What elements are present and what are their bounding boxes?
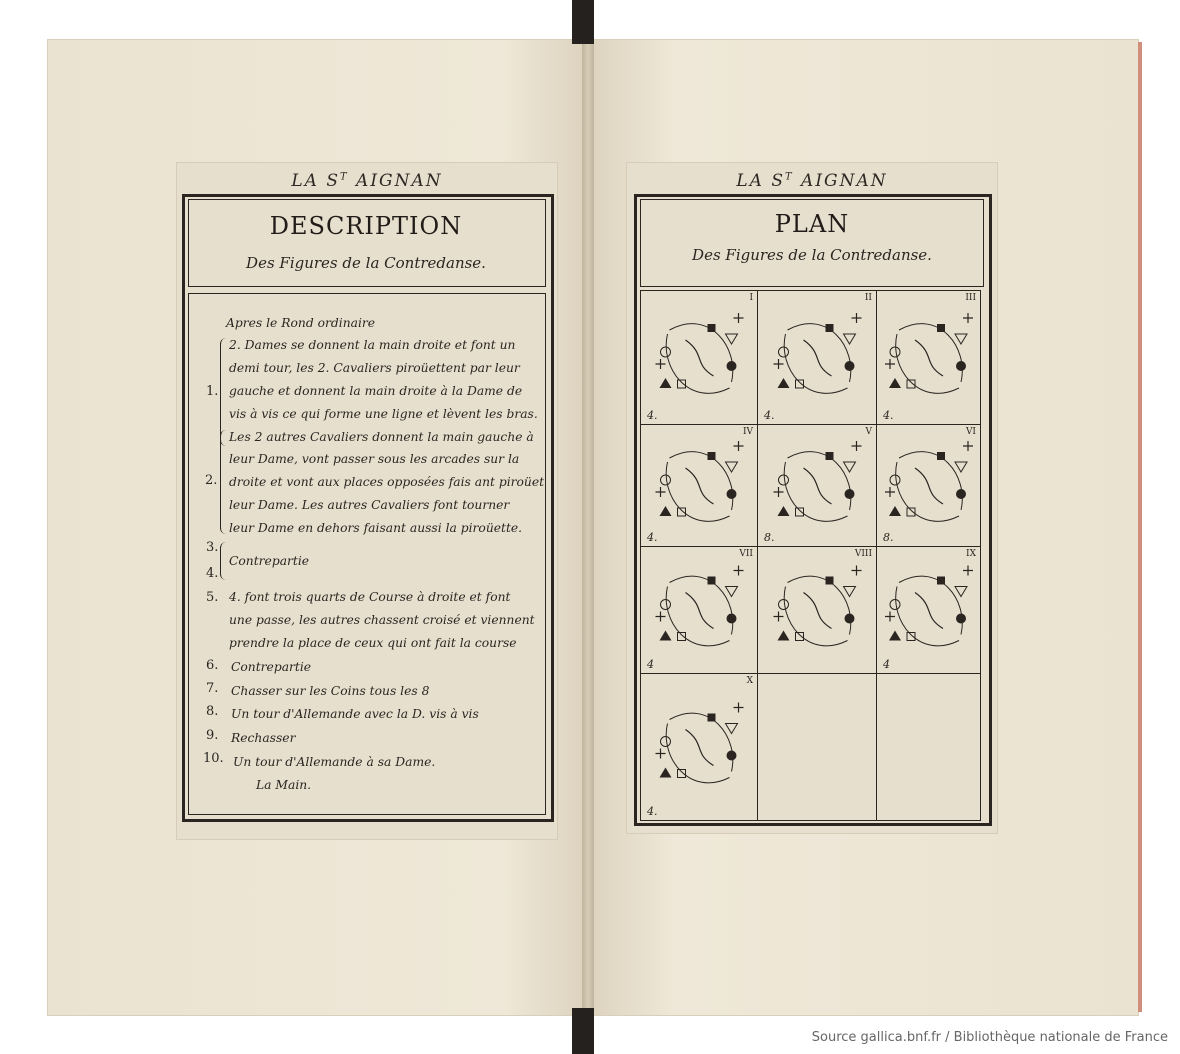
dance-path bbox=[670, 576, 733, 634]
dance-figure-diagram bbox=[877, 291, 981, 425]
figure-cell-ix bbox=[876, 546, 981, 674]
cavalier-symbol bbox=[907, 508, 915, 516]
dance-path bbox=[899, 324, 962, 382]
cavalier-symbol bbox=[826, 577, 834, 585]
figure-cell-iii bbox=[876, 290, 981, 425]
dame-symbol bbox=[890, 600, 900, 610]
cavalier-symbol bbox=[734, 441, 744, 451]
cavalier-symbol bbox=[656, 612, 666, 622]
dame-symbol bbox=[727, 361, 737, 371]
couples-count: 4. bbox=[647, 805, 658, 818]
dame-symbol bbox=[727, 614, 737, 624]
cavalier-symbol bbox=[796, 508, 804, 516]
step-number: 4. bbox=[206, 566, 219, 581]
description-line: 4. font trois quarts de Course à droite et font bbox=[229, 590, 511, 604]
running-title-text: LA S bbox=[291, 171, 340, 191]
description-line: Contrepartie bbox=[229, 554, 310, 568]
step-number: 2. bbox=[205, 473, 218, 488]
cavalier-symbol bbox=[656, 487, 666, 497]
plan-subheading: Des Figures de la Contredanse. bbox=[692, 246, 932, 264]
cavalier-symbol bbox=[937, 577, 945, 585]
description-subheading: Des Figures de la Contredanse. bbox=[246, 254, 486, 272]
section-brace bbox=[220, 542, 227, 580]
couples-count: 8. bbox=[883, 531, 894, 544]
plan-heading: PLAN bbox=[774, 210, 850, 238]
description-line: Les 2 autres Cavaliers donnent la main gauche à bbox=[229, 430, 534, 444]
dance-figure-diagram bbox=[758, 547, 877, 674]
dance-path bbox=[670, 713, 733, 771]
dame-symbol bbox=[661, 347, 671, 357]
dance-path bbox=[666, 724, 729, 783]
cavalier-symbol bbox=[774, 359, 784, 369]
dance-figure-diagram bbox=[641, 291, 758, 425]
cavalier-symbol bbox=[708, 324, 716, 332]
source-credit: Source gallica.bnf.fr / Bibliothèque nationale de France bbox=[811, 1030, 1168, 1045]
dame-symbol bbox=[727, 751, 737, 761]
dance-path bbox=[784, 462, 847, 521]
dance-path bbox=[899, 576, 962, 634]
dance-path bbox=[666, 462, 729, 521]
dame-symbol bbox=[726, 462, 738, 472]
description-heading: DESCRIPTION bbox=[269, 212, 463, 240]
description-line: droite et vont aux places opposées fais ant piroüet bbox=[229, 475, 545, 489]
dance-path bbox=[788, 452, 851, 510]
dance-path bbox=[804, 468, 832, 504]
dame-symbol bbox=[845, 489, 855, 499]
cavalier-symbol bbox=[937, 324, 945, 332]
figure-cell-ii bbox=[757, 290, 877, 425]
description-line: Rechasser bbox=[231, 731, 296, 745]
step-number: 1. bbox=[206, 384, 219, 399]
dance-path bbox=[686, 593, 714, 629]
cavalier-symbol bbox=[885, 487, 895, 497]
dance-path bbox=[686, 730, 714, 766]
dame-symbol bbox=[660, 378, 672, 388]
figure-number: VI bbox=[965, 427, 976, 437]
dame-symbol bbox=[779, 347, 789, 357]
dame-symbol bbox=[778, 506, 790, 516]
dance-path bbox=[666, 587, 729, 646]
description-line: leur Dame. Les autres Cavaliers font tourner bbox=[229, 498, 510, 512]
cavalier-symbol bbox=[678, 508, 686, 516]
running-title-sup: T bbox=[339, 171, 349, 183]
cavalier-symbol bbox=[885, 612, 895, 622]
dame-symbol bbox=[889, 378, 901, 388]
dame-symbol bbox=[956, 489, 966, 499]
cavalier-symbol bbox=[678, 770, 686, 778]
dance-path bbox=[896, 587, 959, 646]
step-number: 7. bbox=[206, 681, 219, 696]
cavalier-symbol bbox=[734, 703, 744, 713]
cavalier-symbol bbox=[907, 633, 915, 641]
description-line: 2. Dames se donnent la main droite et font un bbox=[229, 338, 516, 352]
dame-symbol bbox=[890, 347, 900, 357]
dance-path bbox=[784, 334, 847, 393]
dance-path bbox=[896, 462, 959, 521]
figure-cell-vii bbox=[640, 546, 758, 674]
cavalier-symbol bbox=[796, 380, 804, 388]
dance-figure-diagram bbox=[641, 425, 758, 547]
dame-symbol bbox=[845, 361, 855, 371]
figure-cell-iv bbox=[640, 424, 758, 547]
dance-path bbox=[666, 334, 729, 393]
description-line: prendre la place de ceux qui ont fait la course bbox=[229, 636, 517, 650]
figure-cell-x bbox=[640, 673, 758, 821]
description-line: Un tour d'Allemande à sa Dame. bbox=[233, 755, 436, 769]
description-line: demi tour, les 2. Cavaliers piroüettent par leur bbox=[229, 361, 520, 375]
dame-symbol bbox=[955, 587, 967, 597]
dame-symbol bbox=[889, 506, 901, 516]
dame-symbol bbox=[955, 334, 967, 344]
dame-symbol bbox=[660, 506, 672, 516]
description-line: leur Dame en dehors faisant aussi la piroüette. bbox=[229, 521, 523, 535]
couples-count: 4. bbox=[647, 409, 658, 422]
figure-cell-empty bbox=[757, 673, 877, 821]
cavalier-symbol bbox=[852, 441, 862, 451]
cavalier-symbol bbox=[885, 359, 895, 369]
figure-cell-i bbox=[640, 290, 758, 425]
dame-symbol bbox=[660, 768, 672, 778]
couples-count: 4. bbox=[764, 409, 775, 422]
dance-path bbox=[686, 340, 714, 376]
dame-symbol bbox=[955, 462, 967, 472]
dance-path bbox=[784, 587, 847, 646]
dame-symbol bbox=[726, 724, 738, 734]
cavalier-symbol bbox=[708, 577, 716, 585]
figure-cell-v bbox=[757, 424, 877, 547]
dance-path bbox=[804, 593, 832, 629]
dame-symbol bbox=[778, 378, 790, 388]
cavalier-symbol bbox=[852, 566, 862, 576]
figure-number: I bbox=[749, 293, 753, 303]
dame-symbol bbox=[661, 600, 671, 610]
running-title-sup: T bbox=[784, 171, 794, 183]
figure-number: VII bbox=[739, 549, 753, 559]
bookmark-ribbon-bottom bbox=[572, 1008, 594, 1054]
dance-path bbox=[670, 324, 733, 382]
dance-path bbox=[896, 334, 959, 393]
dame-symbol bbox=[778, 631, 790, 641]
description-line: leur Dame, vont passer sous les arcades sur la bbox=[229, 452, 520, 466]
dame-symbol bbox=[956, 361, 966, 371]
step-number: 8. bbox=[206, 704, 219, 719]
cavalier-symbol bbox=[774, 612, 784, 622]
couples-count: 8. bbox=[764, 531, 775, 544]
dame-symbol bbox=[889, 631, 901, 641]
dance-figure-diagram bbox=[758, 291, 877, 425]
cavalier-symbol bbox=[656, 359, 666, 369]
dame-symbol bbox=[726, 334, 738, 344]
dance-path bbox=[670, 452, 733, 510]
figure-number: II bbox=[864, 293, 872, 303]
figure-number: III bbox=[965, 293, 976, 303]
couples-count: 4 bbox=[883, 658, 890, 671]
dame-symbol bbox=[661, 475, 671, 485]
dame-symbol bbox=[779, 600, 789, 610]
step-number: 10. bbox=[203, 751, 224, 766]
figure-cell-viii bbox=[757, 546, 877, 674]
right-running-title bbox=[627, 171, 997, 191]
dame-symbol bbox=[844, 334, 856, 344]
figure-plan-grid bbox=[640, 290, 980, 820]
cavalier-symbol bbox=[907, 380, 915, 388]
dance-figure-diagram bbox=[641, 674, 758, 821]
dame-symbol bbox=[890, 475, 900, 485]
dame-symbol bbox=[844, 587, 856, 597]
description-line: Contrepartie bbox=[231, 660, 312, 674]
cavalier-symbol bbox=[796, 633, 804, 641]
cavalier-symbol bbox=[774, 487, 784, 497]
section-brace bbox=[220, 430, 227, 534]
cavalier-symbol bbox=[678, 380, 686, 388]
dance-path bbox=[915, 340, 943, 376]
dance-path bbox=[788, 576, 851, 634]
step-number: 9. bbox=[206, 728, 219, 743]
figure-number: VIII bbox=[854, 549, 872, 559]
description-intro: Apres le Rond ordinaire bbox=[226, 316, 376, 330]
cavalier-symbol bbox=[656, 749, 666, 759]
dance-path bbox=[899, 452, 962, 510]
cavalier-symbol bbox=[734, 566, 744, 576]
figure-number: V bbox=[865, 427, 872, 437]
dance-path bbox=[788, 324, 851, 382]
running-title-text-end: AIGNAN bbox=[348, 171, 443, 191]
dame-symbol bbox=[726, 587, 738, 597]
dance-path bbox=[915, 593, 943, 629]
description-line: La Main. bbox=[256, 778, 312, 792]
cavalier-symbol bbox=[708, 452, 716, 460]
left-running-title bbox=[177, 171, 557, 191]
cavalier-symbol bbox=[963, 313, 973, 323]
dance-path bbox=[915, 468, 943, 504]
dance-path bbox=[804, 340, 832, 376]
cavalier-symbol bbox=[734, 313, 744, 323]
dame-symbol bbox=[779, 475, 789, 485]
step-number: 5. bbox=[206, 590, 219, 605]
dame-symbol bbox=[660, 631, 672, 641]
figure-number: IV bbox=[742, 427, 753, 437]
figure-cell-vi bbox=[876, 424, 981, 547]
dame-symbol bbox=[844, 462, 856, 472]
dame-symbol bbox=[727, 489, 737, 499]
cavalier-symbol bbox=[963, 441, 973, 451]
cavalier-symbol bbox=[826, 452, 834, 460]
dame-symbol bbox=[845, 614, 855, 624]
figure-number: IX bbox=[966, 549, 976, 559]
dance-path bbox=[686, 468, 714, 504]
figure-number: X bbox=[746, 676, 753, 686]
step-number: 6. bbox=[206, 658, 219, 673]
description-line: Un tour d'Allemande avec la D. vis à vis bbox=[231, 707, 479, 721]
running-title-text-end: AIGNAN bbox=[793, 171, 888, 191]
book-gutter bbox=[582, 40, 594, 1015]
description-line: Chasser sur les Coins tous les 8 bbox=[231, 684, 430, 698]
cavalier-symbol bbox=[852, 313, 862, 323]
description-line: gauche et donnent la main droite à la Dame de bbox=[229, 384, 523, 398]
description-line: vis à vis ce qui forme une ligne et lèvent les bras. bbox=[229, 407, 538, 421]
running-title-text: LA S bbox=[736, 171, 785, 191]
dance-figure-diagram bbox=[641, 547, 758, 674]
couples-count: 4. bbox=[883, 409, 894, 422]
step-number: 3. bbox=[206, 540, 219, 555]
figure-cell-empty bbox=[876, 673, 981, 821]
dame-symbol bbox=[956, 614, 966, 624]
description-line: une passe, les autres chassent croisé et viennent bbox=[229, 613, 535, 627]
bookmark-ribbon-top bbox=[572, 0, 594, 44]
cavalier-symbol bbox=[708, 714, 716, 722]
dance-figure-diagram bbox=[877, 425, 981, 547]
cavalier-symbol bbox=[963, 566, 973, 576]
cavalier-symbol bbox=[937, 452, 945, 460]
dame-symbol bbox=[661, 737, 671, 747]
dance-figure-diagram bbox=[758, 425, 877, 547]
couples-count: 4 bbox=[647, 658, 654, 671]
cavalier-symbol bbox=[678, 633, 686, 641]
dance-figure-diagram bbox=[877, 547, 981, 674]
couples-count: 4. bbox=[647, 531, 658, 544]
cavalier-symbol bbox=[826, 324, 834, 332]
